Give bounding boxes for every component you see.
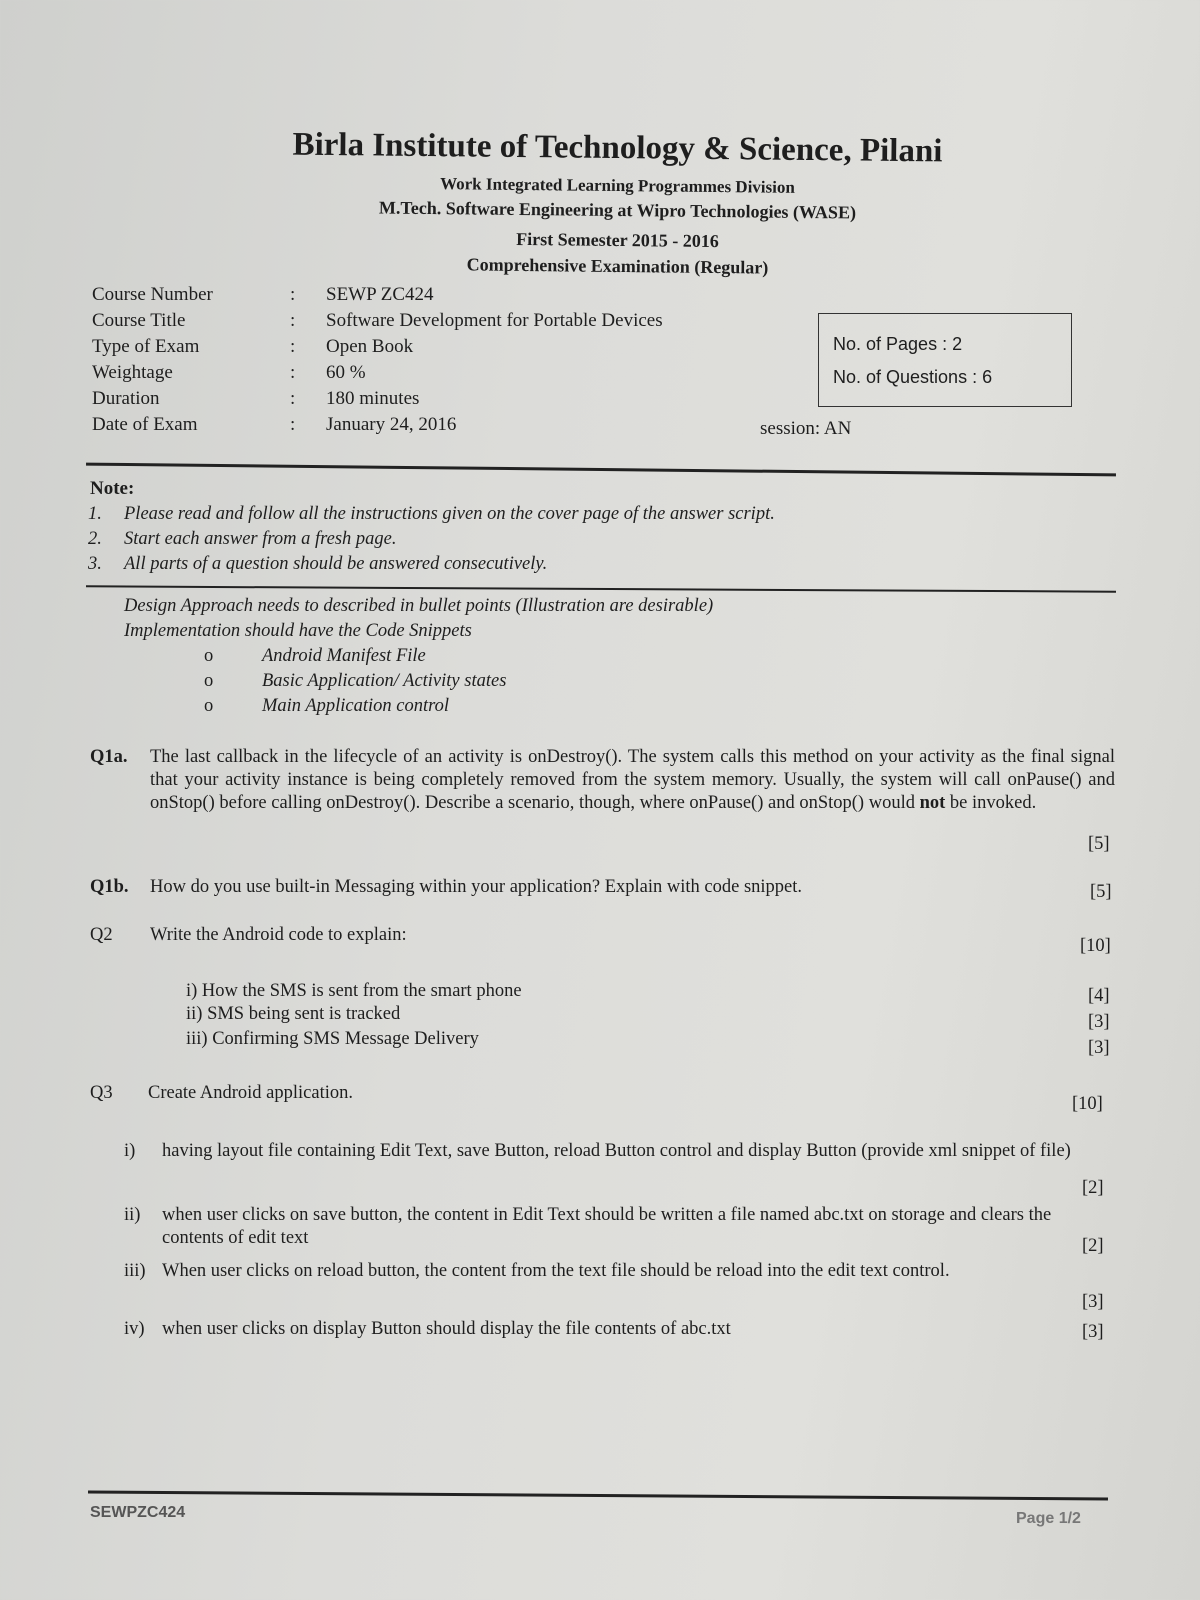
sub-text: When user clicks on reload button, the content from the text file should be reload into the edit text control. (162, 1261, 950, 1281)
marks: [5] (1090, 882, 1112, 902)
question-tag: Q1b. (90, 877, 129, 897)
bullet-icon: o (204, 646, 214, 666)
marks: [3] (1082, 1292, 1104, 1312)
marks: [2] (1082, 1178, 1104, 1198)
sub-num: iii) (124, 1261, 146, 1281)
sub-num: ii) (124, 1205, 141, 1225)
note-list (88, 502, 775, 577)
footer-page-number: Page 1/2 (1016, 1510, 1081, 1527)
marks: [3] (1088, 1038, 1110, 1058)
sub-question (124, 1140, 1104, 1163)
info-row (92, 282, 663, 308)
implementation-note: Implementation should have the Code Snippets (124, 621, 472, 641)
note-num: 1. (88, 504, 102, 524)
institute-title: Birla Institute of Technology & Science, Pilani (292, 126, 943, 170)
info-colon: : (290, 336, 296, 357)
pages-questions-box (818, 313, 1072, 407)
division: Work Integrated Learning Programmes Division (440, 174, 795, 197)
marks: [4] (1088, 986, 1110, 1006)
footer-course-code: SEWPZC424 (90, 1504, 186, 1521)
marks: [10] (1080, 936, 1111, 956)
info-colon: : (290, 362, 296, 383)
note-text: Please read and follow all the instructions given on the cover page of the answer script. (124, 504, 775, 524)
question-text: The last callback in the lifecycle of an activity is onDestroy(). The system calls this method on your activity as the final signal that your activity instance is being completely removed from the system memory. Usually, the system will call onPause() and onStop() before calling onDestroy(). Describe a scenario, though, where onPause() and onStop() would (150, 747, 1115, 813)
info-value: January 24, 2016 (326, 414, 457, 435)
question-bold: not (919, 793, 946, 813)
sub-question (124, 1318, 1084, 1341)
info-colon: : (290, 388, 296, 409)
note-item (88, 527, 775, 552)
marks: [5] (1088, 834, 1110, 854)
info-colon: : (290, 284, 296, 305)
course-info (92, 282, 663, 438)
bullet-icon: o (204, 696, 214, 716)
info-row (92, 308, 663, 334)
info-value: 180 minutes (326, 388, 420, 409)
session: session: AN (760, 418, 852, 439)
question-3 (90, 1082, 353, 1105)
info-label: Course Title (92, 310, 186, 331)
question-text: How do you use built-in Messaging within your application? Explain with code snippet. (150, 877, 803, 897)
info-colon: : (290, 310, 296, 331)
question-tag: Q2 (90, 925, 113, 945)
note-item (88, 502, 775, 527)
info-label: Type of Exam (92, 336, 200, 357)
info-label: Course Number (92, 284, 213, 305)
question-count: No. of Questions : 6 (833, 367, 993, 387)
sub-question (124, 1204, 1104, 1250)
info-colon: : (290, 414, 296, 435)
divider (86, 463, 1116, 477)
info-label: Date of Exam (92, 414, 198, 435)
info-value: 60 % (326, 362, 366, 383)
sub-question: iii) Confirming SMS Message Delivery (186, 1029, 479, 1049)
info-row (92, 360, 663, 386)
question-1a (90, 746, 1115, 815)
sub-question (124, 1260, 1084, 1283)
question-2 (90, 924, 407, 947)
design-notes (124, 594, 713, 719)
marks: [3] (1088, 1012, 1110, 1032)
question-1b (90, 876, 802, 899)
sub-text: when user clicks on save button, the content in Edit Text should be written a file named abc.txt on storage and clears the contents of edit text (162, 1205, 1052, 1248)
info-row (92, 386, 663, 412)
footer-divider (88, 1490, 1108, 1500)
bullet-text: Main Application control (262, 696, 450, 716)
marks: [3] (1082, 1322, 1104, 1342)
marks: [2] (1082, 1236, 1104, 1256)
bullet-item (204, 669, 713, 694)
sub-text: having layout file containing Edit Text, save Button, reload Button control and display Button (provide xml snippet of file) (162, 1141, 1071, 1161)
page-count: No. of Pages : 2 (833, 334, 963, 354)
info-row (92, 334, 663, 360)
semester: First Semester 2015 - 2016 (516, 228, 719, 252)
divider (86, 585, 1116, 592)
info-row (92, 412, 663, 438)
note-item (88, 552, 775, 577)
bullet-item (204, 694, 713, 719)
bullet-icon: o (204, 671, 214, 691)
question-tag: Q1a. (90, 747, 128, 767)
note-text: All parts of a question should be answered consecutively. (124, 554, 548, 574)
question-text-tail: be invoked. (945, 793, 1037, 813)
exam-type: Comprehensive Examination (Regular) (466, 254, 769, 278)
sub-num: iv) (124, 1319, 145, 1339)
info-value: SEWP ZC424 (326, 284, 434, 305)
question-text: Write the Android code to explain: (150, 925, 407, 945)
bullet-text: Android Manifest File (262, 646, 426, 666)
sub-question: i) How the SMS is sent from the smart phone (186, 981, 522, 1001)
sub-text: when user clicks on display Button should display the file contents of abc.txt (162, 1319, 731, 1339)
question-text: Create Android application. (148, 1083, 353, 1103)
info-label: Duration (92, 388, 160, 409)
info-value: Software Development for Portable Devices (326, 310, 663, 331)
sub-question: ii) SMS being sent is tracked (186, 1004, 401, 1024)
question-tag: Q3 (90, 1083, 113, 1103)
programme: M.Tech. Software Engineering at Wipro Technologies (WASE) (378, 197, 857, 223)
marks: [10] (1072, 1094, 1103, 1114)
info-value: Open Book (326, 336, 414, 357)
note-text: Start each answer from a fresh page. (124, 529, 397, 549)
design-approach: Design Approach needs to described in bullet points (Illustration are desirable) (124, 596, 714, 616)
info-label: Weightage (92, 362, 173, 383)
bullet-item (204, 644, 713, 669)
note-title: Note: (90, 478, 135, 499)
sub-num: i) (124, 1141, 136, 1161)
note-num: 3. (88, 554, 102, 574)
bullet-text: Basic Application/ Activity states (262, 671, 507, 691)
note-num: 2. (88, 529, 102, 549)
